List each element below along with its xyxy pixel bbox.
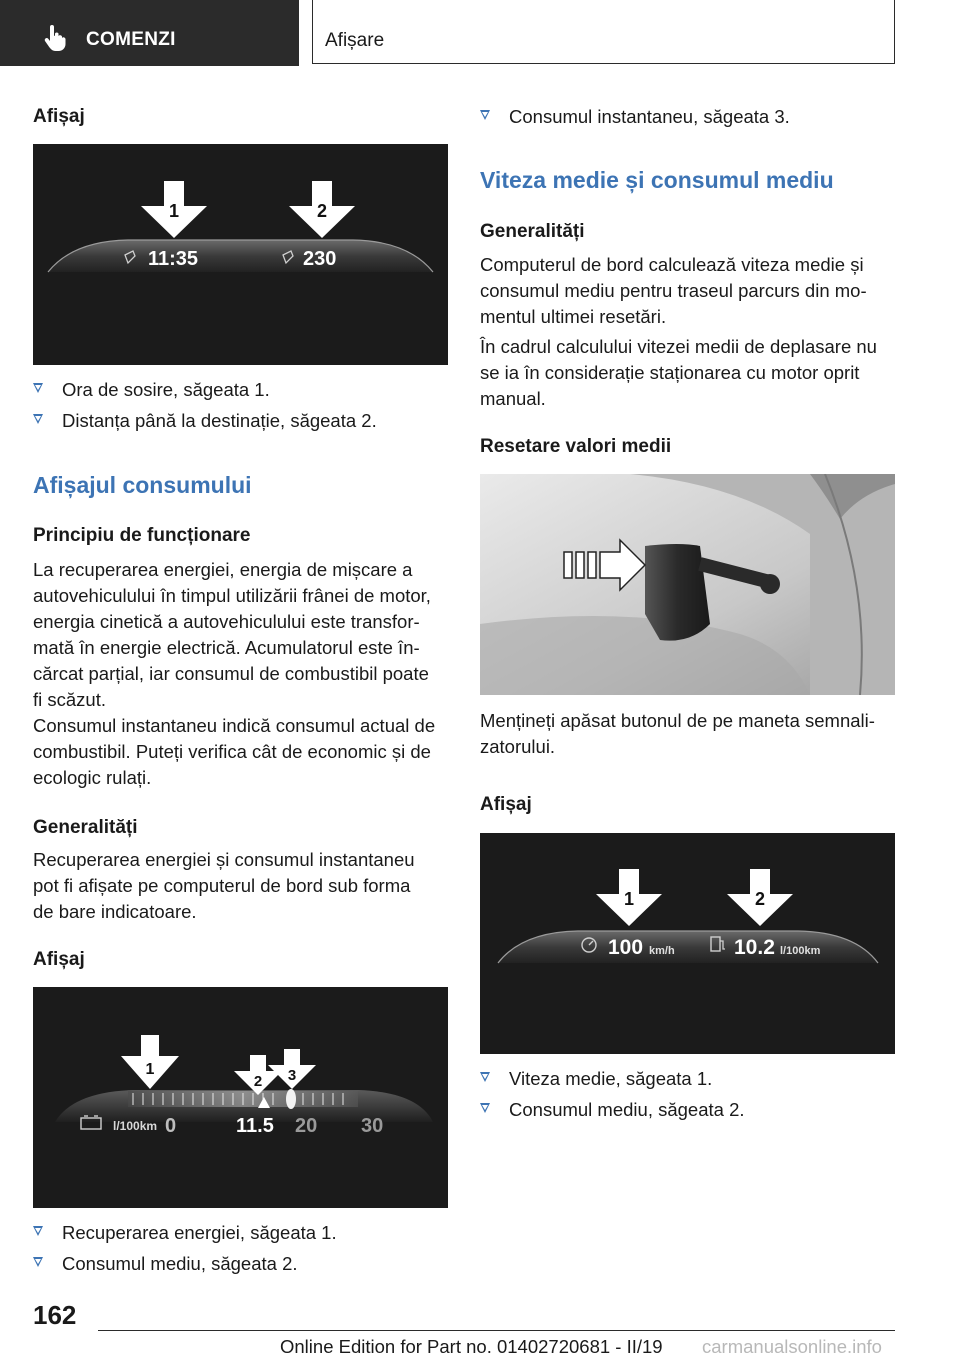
heading-resetare: Resetare valori medii — [480, 436, 672, 457]
bullet-triangle-icon — [33, 1226, 43, 1236]
bullet-triangle-icon — [480, 1103, 490, 1113]
fig4-speed-unit: km/h — [649, 945, 675, 957]
figure-average-speed-consumption — [480, 833, 895, 1054]
section-title: Afișare — [325, 30, 385, 51]
paragraph-computer-bord: Computerul de bord calculează viteza medie și consumul mediu pentru traseul parcurs din mo- mentul ultimei resetări. — [480, 254, 867, 327]
fig2-zero: 0 — [165, 1115, 177, 1137]
figure-arrival-distance — [33, 144, 448, 365]
bullet-item: Recuperarea energiei, săgeata 1. — [33, 1220, 337, 1246]
chapter-tab-label: COMENZI — [86, 29, 176, 50]
paragraph-resetare: Mențineți apăsat butonul de pe maneta semnali- zatorului. — [480, 710, 875, 757]
fig4-cons-unit: l/100km — [780, 945, 821, 957]
bullet-item: Distanța până la destinație, săgeata 2. — [33, 408, 377, 434]
heading-afisaj-1: Afișaj — [33, 106, 85, 127]
fig2-arrow-2-label: 2 — [253, 1073, 263, 1090]
heading-afisajul-consumului: Afișajul consumului — [33, 472, 252, 498]
fig2-arrow-3-label: 3 — [287, 1067, 297, 1084]
bullet-triangle-icon — [480, 110, 490, 120]
fig2-twenty: 20 — [295, 1115, 318, 1137]
hand-pointer-icon — [42, 25, 68, 51]
figure-consumption-bars — [33, 987, 448, 1208]
paragraph-calcul-viteza: În cadrul calculului vitezei medii de deplasare nu se ia în considerație staționarea cu motor oprit manual. — [480, 336, 877, 409]
heading-afisaj-2: Afișaj — [33, 949, 85, 970]
bullet-triangle-icon — [480, 1072, 490, 1082]
fig4-consumption: 10.2 — [734, 936, 775, 959]
bullet-triangle-icon — [33, 414, 43, 424]
fig2-value: 11.5 — [236, 1115, 274, 1137]
fig4-speed: 100 — [608, 936, 644, 959]
heading-viteza-medie: Viteza medie și consumul mediu — [480, 167, 834, 193]
paragraph-consum-instantaneu: Consumul instantaneu indică consumul actual de combustibil. Puteți verifica cât de economic și de ecologic rulați. — [33, 715, 436, 788]
bullet-item: Consumul mediu, săgeata 2. — [480, 1097, 745, 1123]
bullet-item: Viteza medie, săgeata 1. — [480, 1066, 712, 1092]
figure-turn-signal-lever — [480, 474, 895, 695]
heading-afisaj-right: Afișaj — [480, 794, 532, 815]
fig1-distance: 230 — [303, 248, 337, 270]
bullet-triangle-icon — [33, 1257, 43, 1267]
footer-edition: Online Edition for Part no. 01402720681 - II/19 — [280, 1336, 663, 1357]
fig2-arrow-1-label: 1 — [145, 1061, 155, 1078]
bullet-item: Consumul mediu, săgeata 2. — [33, 1251, 298, 1277]
fig2-unit: l/100km — [113, 1119, 158, 1133]
footer-watermark: carmanualsonline.info — [702, 1336, 882, 1357]
fig1-time: 11:35 — [148, 248, 199, 270]
fig4-arrow-2-label: 2 — [754, 889, 766, 909]
fig4-arrow-1-label: 1 — [623, 889, 635, 909]
fig1-arrow-2-label: 2 — [316, 201, 328, 221]
footer-divider — [98, 1330, 895, 1331]
heading-generalitati: Generalități — [33, 817, 138, 838]
battery-icon — [81, 1116, 101, 1129]
section-header — [312, 0, 895, 64]
bullet-triangle-icon — [33, 383, 43, 393]
page-number: 162 — [33, 1300, 77, 1330]
bullet-item: Ora de sosire, săgeata 1. — [33, 377, 270, 403]
bullet-item: Consumul instantaneu, săgeata 3. — [480, 104, 790, 130]
heading-generalitati-right: Generalități — [480, 221, 585, 242]
paragraph-principiu: La recuperarea energiei, energia de mișcare a autovehiculului în timpul utilizării frânei de motor, energia cinetică a autovehiculului este transfor- mată în energie electrică. Acumulatorul este în- cărcat parțial, iar consumul de combustibil poate fi scăzut. — [33, 559, 431, 710]
fig1-arrow-1-label: 1 — [168, 201, 180, 221]
chapter-tab[interactable] — [0, 0, 299, 66]
fig2-thirty: 30 — [361, 1115, 384, 1137]
heading-principiu: Principiu de funcționare — [33, 525, 251, 546]
paragraph-generalitati: Recuperarea energiei și consumul instantaneu pot fi afișate pe computerul de bord sub forma de bare indicatoare. — [33, 849, 415, 922]
